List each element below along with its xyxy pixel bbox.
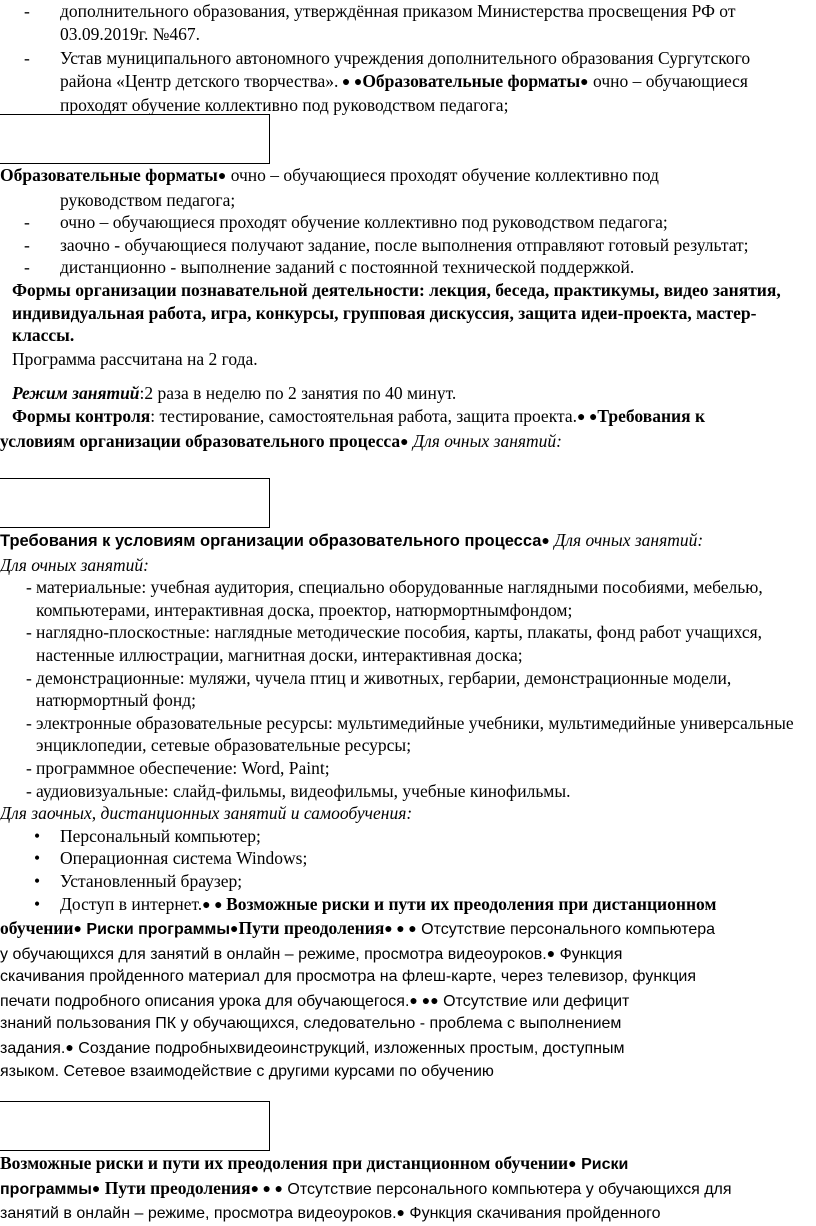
risks-text bbox=[0, 989, 812, 1014]
duration-text: Программа рассчитана на 2 года. bbox=[12, 348, 258, 369]
list-item bbox=[0, 234, 812, 257]
italic-run: Для очных занятий: bbox=[413, 430, 562, 451]
list-item-text: дистанционно - выполнение заданий с постоянной технической поддержкой. bbox=[60, 257, 635, 278]
requirements-section bbox=[0, 529, 812, 1083]
bullet-icon: • bbox=[34, 893, 41, 914]
list-item bbox=[0, 667, 812, 712]
text-run: Отсутствие или дефицит bbox=[438, 992, 630, 1010]
text-run: Доступ в интернет. bbox=[60, 893, 203, 914]
list-item bbox=[0, 576, 812, 621]
bullet-dot-icon: ● bbox=[65, 1039, 74, 1056]
dash-marker: - bbox=[26, 667, 32, 688]
bullet-dot-icon: ● ● bbox=[202, 897, 227, 913]
list-item bbox=[0, 47, 812, 117]
bullet-icon: • bbox=[34, 848, 41, 869]
list-item-text: демонстрационные: муляжи, чучела птиц и животных, гербарии, демонстрационные модели, натюрмортный фонд; bbox=[36, 667, 732, 711]
list-item-text: 03.09.2019г. №467. bbox=[60, 23, 201, 44]
text-run: Функция bbox=[555, 945, 623, 963]
activity-forms bbox=[0, 279, 812, 347]
bullet-dot-icon: ● bbox=[73, 922, 82, 938]
risks-heading-cont bbox=[0, 1177, 812, 1202]
dash-marker: - bbox=[26, 757, 32, 778]
bullet-dot-icon: ● ● ● bbox=[384, 922, 417, 938]
text-run: : тестирование, самостоятельная работа, защита проекта. bbox=[150, 405, 577, 426]
formats-heading-cont: руководством педагога; bbox=[60, 189, 236, 210]
bullet-dot-icon: ● bbox=[400, 434, 409, 450]
text-run: Отсутствие персонального компьютера у обучающихся для bbox=[282, 1180, 732, 1198]
bold-run: Риски программы bbox=[81, 921, 230, 939]
dash-marker: - bbox=[24, 1, 30, 21]
dash-marker: - bbox=[26, 622, 32, 643]
list-item bbox=[0, 870, 812, 893]
empty-frame bbox=[0, 1101, 270, 1151]
list-item-text: программное обеспечение: Word, Paint; bbox=[36, 757, 330, 778]
risks-text: языком. Сетевое взаимодействие с другими курсами по обучению bbox=[0, 1062, 494, 1080]
bold-run: Формы контроля bbox=[12, 405, 151, 426]
text-run: очно – обучающиеся проходят обучение коллективно под bbox=[226, 165, 659, 185]
list-item bbox=[0, 621, 812, 666]
text-run: Отсутствие персонального компьютера bbox=[416, 921, 716, 939]
dash-marker: - bbox=[26, 577, 32, 598]
italic-run: Для очных занятий: bbox=[554, 530, 704, 550]
list-item-text: дополнительного образования, утверждённая приказом Министерства просвещения РФ от bbox=[60, 1, 736, 21]
dash-marker: - bbox=[24, 234, 30, 255]
bold-run: : лекция, беседа, практикумы, видео занятия, индивидуальная работа, игра, конкурсы, групповая дискуссия, защита идеи-проекта, мастер-классы. bbox=[12, 279, 781, 346]
list-item-text: заочно - обучающиеся получают задание, после выполнения отправляют готовый результат; bbox=[60, 234, 749, 255]
bullet-dot-icon: ● bbox=[396, 1204, 405, 1221]
control-line bbox=[0, 405, 812, 430]
text-run: задания. bbox=[0, 1040, 66, 1058]
bold-run: Возможные риски и пути их преодоления при дистанционном обучении bbox=[0, 1153, 569, 1173]
formats-section bbox=[0, 164, 812, 454]
bold-run: Требования к bbox=[597, 405, 706, 426]
text-run: у обучающихся для занятий в онлайн – режиме, просмотра видеоуроков. bbox=[0, 945, 547, 963]
bold-run: Возможные риски и пути их преодоления при дистанционном bbox=[226, 893, 717, 914]
risks-text: скачивания пройденного материал для просмотра на флеш-карте, через телевизор, функция bbox=[0, 968, 696, 986]
list-item bbox=[0, 757, 812, 780]
bullet-icon: • bbox=[34, 825, 41, 846]
risks-body bbox=[0, 942, 812, 1084]
text-run: Функция скачивания пройденного bbox=[404, 1205, 661, 1223]
bullet-dot-icon: ● bbox=[568, 1157, 577, 1172]
risks-text bbox=[0, 1201, 812, 1226]
requirements-line bbox=[0, 430, 812, 455]
text-run: очно – обучающиеся bbox=[588, 70, 748, 91]
list-item-text: Операционная система Windows; bbox=[60, 848, 308, 869]
list-item-text: электронные образовательные ресурсы: мультимедийные учебники, мультимедийные универсальные энциклопедии, сетевые образовательные ресурсы; bbox=[36, 712, 794, 756]
empty-frame bbox=[0, 478, 270, 528]
bullet-dot-icon: ● bbox=[541, 534, 550, 549]
risks-text: знаний пользования ПК у обучающихся, следовательно - проблема с выполнением bbox=[0, 1015, 622, 1033]
list-item bbox=[0, 893, 812, 918]
list-item-text: аудиовизуальные: слайд-фильмы, видеофильмы, учебные кинофильмы. bbox=[36, 780, 571, 801]
bold-run: Образовательные форматы bbox=[362, 70, 581, 91]
list-item bbox=[0, 847, 812, 870]
bullet-dot-icon: ● ● ● bbox=[250, 1181, 283, 1197]
dash-marker: - bbox=[26, 712, 32, 733]
risks-line bbox=[0, 917, 812, 942]
italic-run: Для заочных, дистанционных занятий и самообучения: bbox=[0, 803, 413, 824]
list-item-text: проходят обучение коллективно под руководством педагога; bbox=[60, 95, 509, 116]
text-run: Создание подробныхвидеоинструкций, изложенных простым, доступным bbox=[73, 1040, 625, 1058]
list-item bbox=[0, 825, 812, 848]
bold-run: программы bbox=[0, 1180, 92, 1198]
list-item-text bbox=[60, 893, 812, 918]
bullet-icon: • bbox=[34, 870, 41, 891]
dash-marker: - bbox=[24, 48, 30, 69]
list-item-text: наглядно-плоскостные: наглядные методические пособия, карты, плакаты, фонд работ учащихся, настенные иллюстрации, магнитная доски, интерактивная доска; bbox=[36, 622, 763, 665]
list-item bbox=[0, 712, 812, 757]
risks-text bbox=[0, 942, 812, 967]
risks-section bbox=[0, 1152, 812, 1226]
bullet-dot-icon: ● ● bbox=[338, 74, 363, 90]
list-item-text: Персональный компьютер; bbox=[60, 825, 261, 846]
bullet-dot-icon: ● bbox=[229, 922, 239, 938]
bold-run: Пути преодоления bbox=[238, 918, 385, 939]
requirements-heading bbox=[0, 529, 812, 554]
bullet-dot-icon: ● ●● bbox=[409, 991, 439, 1008]
text-run: района «Центр детского творчества». bbox=[60, 70, 339, 91]
bold-run: Риски bbox=[576, 1156, 629, 1173]
list-item bbox=[0, 256, 812, 279]
bold-run: обучении bbox=[0, 918, 74, 939]
bold-run: условиям организации образовательного процесса bbox=[0, 430, 401, 451]
list-item bbox=[0, 0, 812, 45]
legal-basis-list bbox=[0, 0, 812, 117]
list-item-text: материальные: учебная аудитория, специально оборудованные наглядными пособиями, мебелью, компьютерами, интерактивная доска, проектор, натюрмортнымфондом; bbox=[36, 577, 763, 620]
dash-marker: - bbox=[26, 780, 32, 801]
bold-run: Образовательные форматы bbox=[0, 165, 218, 185]
bold-run: Требования к условиям организации образовательного процесса bbox=[0, 532, 542, 550]
risks-text bbox=[0, 1036, 812, 1061]
empty-frame bbox=[0, 114, 270, 164]
bullet-dot-icon: ● bbox=[91, 1181, 101, 1197]
bold-run: Пути преодоления bbox=[100, 1177, 251, 1198]
text-run: печати подробного описания урока для обучающегося. bbox=[0, 992, 410, 1010]
bold-italic-run: Режим занятий bbox=[12, 383, 140, 404]
bullet-dot-icon: ● bbox=[217, 169, 227, 184]
list-item-text: Устав муниципального автономного учреждения дополнительного образования Сургутского bbox=[60, 48, 751, 69]
text-run: занятий в онлайн – режиме, просмотра видеоуроков. bbox=[0, 1205, 397, 1223]
formats-heading bbox=[0, 164, 812, 189]
mode-line bbox=[0, 382, 812, 405]
list-item bbox=[0, 211, 812, 234]
italic-run: Для очных занятий: bbox=[0, 554, 149, 575]
list-item-text: очно – обучающиеся проходят обучение коллективно под руководством педагога; bbox=[60, 212, 668, 233]
bullet-dot-icon: ● bbox=[546, 944, 556, 961]
list-item-text: Установленный браузер; bbox=[60, 870, 243, 891]
dash-marker: - bbox=[24, 257, 30, 278]
list-item-text bbox=[60, 70, 812, 95]
risks-heading bbox=[0, 1152, 812, 1177]
bold-run: Формы организации познавательной деятельности bbox=[12, 279, 419, 300]
list-item bbox=[0, 780, 812, 803]
text-run: :2 раза в неделю по 2 занятия по 40 минут. bbox=[139, 383, 457, 404]
dash-marker: - bbox=[24, 212, 30, 233]
bullet-dot-icon: ● ● bbox=[576, 409, 598, 425]
bullet-dot-icon: ● bbox=[580, 74, 589, 90]
